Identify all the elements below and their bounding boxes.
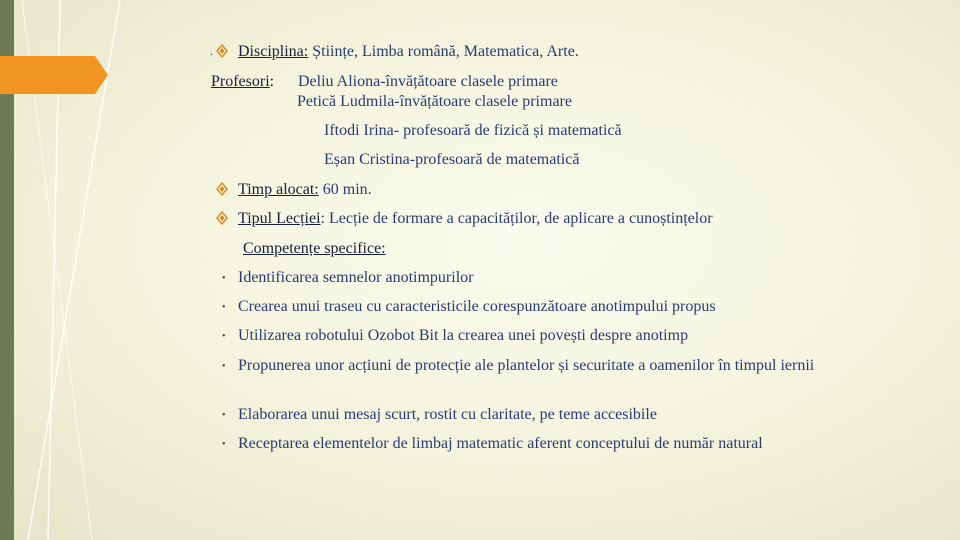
teachers-line-1 [211, 73, 274, 91]
bullet-mark: • [222, 331, 226, 342]
lesson-type-line [238, 210, 713, 228]
disciplina-line [238, 43, 579, 61]
competencies-title: Competențe specifice: [243, 240, 386, 257]
teachers-label: Profesori [211, 73, 270, 90]
bullet-mark: • [222, 439, 226, 450]
diamond-bullet-icon [216, 211, 228, 225]
disciplina-value: Științe, Limba română, Matematica, Arte. [308, 43, 579, 60]
teacher-4: Eșan Cristina-profesoară de matematică [324, 151, 580, 168]
bullet-mark: • [222, 410, 226, 421]
bullet-mark: • [222, 273, 226, 284]
teachers-colon: : [269, 73, 275, 90]
diamond-bullet-icon [216, 182, 228, 196]
bullet-mark: • [222, 302, 226, 313]
competency-item: Propunerea unor acțiuni de protecție ale plantelor și securitate a oamenilor în timpul iernii [238, 357, 815, 374]
competency-item: Crearea unui traseu cu caracteristicile corespunzătoare anotimpului propus [238, 298, 716, 315]
competency-item: Identificarea semnelor anotimpurilor [238, 269, 474, 286]
competency-item: Utilizarea robotului Ozobot Bit la crearea unei povești despre anotimp [238, 327, 689, 344]
bullet-mark: • [222, 361, 226, 372]
diamond-bullet-icon [216, 44, 228, 58]
time-value: 60 min. [318, 181, 372, 198]
time-line [238, 181, 372, 199]
dot-mark: . [210, 44, 213, 58]
orange-accent-tab [0, 56, 108, 94]
teacher-1: Deliu Aliona-învățătoare clasele primare [298, 73, 558, 90]
teacher-3: Iftodi Irina- profesoară de fizică și matematică [324, 122, 622, 139]
disciplina-label: Disciplina: [238, 43, 309, 60]
competency-item: Receptarea elementelor de limbaj matematic aferent conceptului de număr natural [238, 435, 763, 452]
competency-item: Elaborarea unui mesaj scurt, rostit cu claritate, pe teme accesibile [238, 406, 657, 423]
teacher-2: Petică Ludmila-învățătoare clasele primare [297, 93, 572, 110]
lesson-type-value: : Lecție de formare a capacităților, de aplicare a cunoștințelor [320, 210, 713, 227]
lesson-type-label: Tipul Lecției [238, 210, 321, 227]
time-label: Timp alocat: [238, 181, 319, 198]
